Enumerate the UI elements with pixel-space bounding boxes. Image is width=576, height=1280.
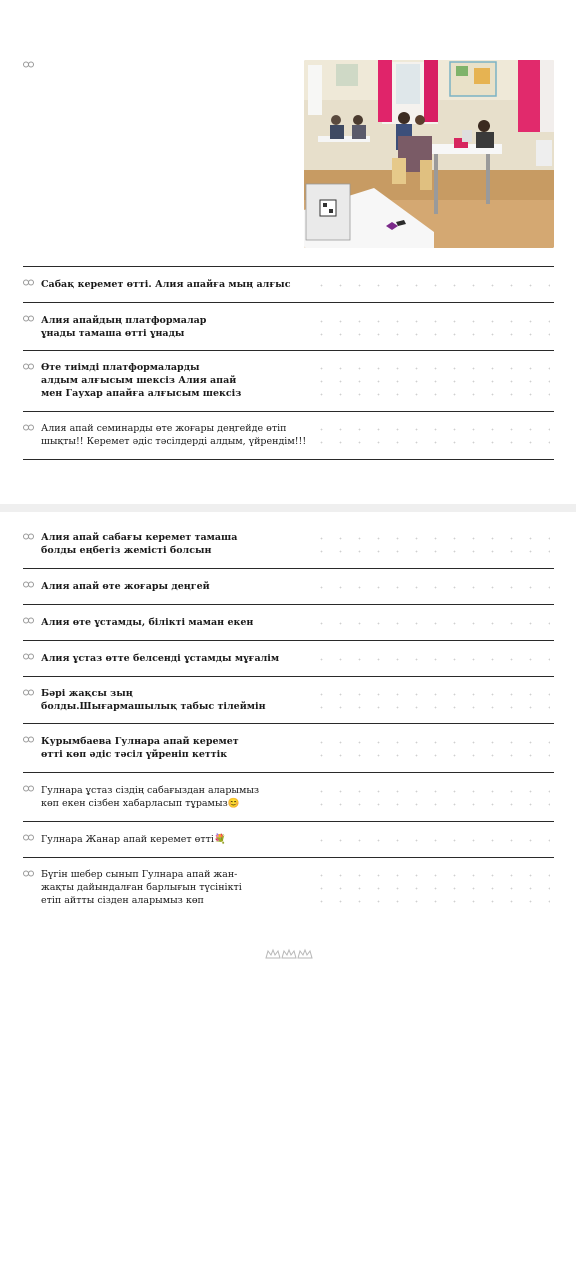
feedback-text: Алия апай семинарды өте жоғары деңгейде өтіп шықты!! Керемет әдіс тәсілдерді алдым, үйрендім!!!	[41, 423, 307, 447]
dot-leader	[312, 380, 550, 383]
dot-leader	[312, 790, 550, 793]
dot-leader	[312, 741, 550, 744]
dot-leader	[312, 367, 550, 370]
link-icon	[23, 653, 34, 660]
dot-leader	[312, 428, 550, 431]
divider-line	[23, 821, 554, 822]
divider-line	[23, 723, 554, 724]
link-icon	[23, 533, 34, 540]
divider-line	[23, 857, 554, 858]
dot-leader	[312, 333, 550, 336]
feedback-text: Өте тиімді платформаларды алдым алғысым шексіз Алия апай мен Гаухар апайға алғысым шексіз	[41, 362, 242, 399]
divider-line	[23, 350, 554, 351]
link-icon	[23, 785, 34, 792]
dot-leader	[312, 441, 550, 444]
crown-ornament-icon	[264, 945, 314, 957]
dot-leader	[312, 658, 550, 661]
divider-line	[23, 676, 554, 677]
feedback-text: Сабақ керемет өтті. Алия апайға мың алғыс	[41, 279, 291, 290]
divider-line	[23, 459, 554, 460]
dot-leader	[312, 754, 550, 757]
link-icon	[23, 689, 34, 696]
link-icon	[23, 315, 34, 322]
link-icon	[23, 736, 34, 743]
dot-leader	[312, 693, 550, 696]
dot-leader	[312, 887, 550, 890]
feedback-text: Бүгін шебер сынып Гулнара апай жан- жақты дайындалған барлығын түсінікті етіп айтты сізден аларымыз көп	[41, 869, 242, 906]
divider-line	[23, 411, 554, 412]
classroom-photo	[304, 60, 554, 248]
feedback-text: Гулнара ұстаз сіздің сабағыздан аларымыз көп екен сізбен хабарласып тұрамыз😊	[41, 785, 260, 809]
feedback-text: Алия өте ұстамды, білікті маман екен	[41, 617, 254, 628]
link-icon	[23, 61, 34, 68]
dot-leader	[312, 550, 550, 553]
dot-leader	[312, 537, 550, 540]
link-icon	[23, 424, 34, 431]
dot-leader	[312, 393, 550, 396]
feedback-text: Бәрі жақсы зың болды.Шығармашылық табыс тілеймін	[41, 688, 266, 712]
link-icon	[23, 279, 34, 286]
section-separator	[0, 504, 576, 512]
link-icon	[23, 617, 34, 624]
feedback-text: Алия ұстаз өтте белсенді ұстамды мұғалім	[41, 653, 280, 664]
dot-leader	[312, 706, 550, 709]
divider-line	[23, 568, 554, 569]
divider-line	[23, 302, 554, 303]
divider-line	[23, 772, 554, 773]
divider-line	[23, 266, 554, 267]
dot-leader	[312, 622, 550, 625]
dot-leader	[312, 586, 550, 589]
link-icon	[23, 870, 34, 877]
dot-leader	[312, 839, 550, 842]
feedback-text: Алия апай өте жоғары деңгей	[41, 581, 210, 592]
dot-leader	[312, 900, 550, 903]
link-icon	[23, 581, 34, 588]
feedback-text: Алия апайдың платформалар ұнады тамаша өтті ұнады	[41, 315, 207, 339]
feedback-text: Алия апай сабағы керемет тамаша болды еңбегіз жемісті болсын	[41, 532, 238, 556]
dot-leader	[312, 284, 550, 287]
feedback-text: Курымбаева Гулнара апай керемет өтті көп әдіс тәсіл үйреніп кеттік	[41, 736, 239, 760]
divider-line	[23, 640, 554, 641]
dot-leader	[312, 874, 550, 877]
dot-leader	[312, 320, 550, 323]
dot-leader	[312, 803, 550, 806]
link-icon	[23, 363, 34, 370]
feedback-text: Гулнара Жанар апай керемет өтті💐	[41, 834, 226, 845]
link-icon	[23, 834, 34, 841]
divider-line	[23, 604, 554, 605]
